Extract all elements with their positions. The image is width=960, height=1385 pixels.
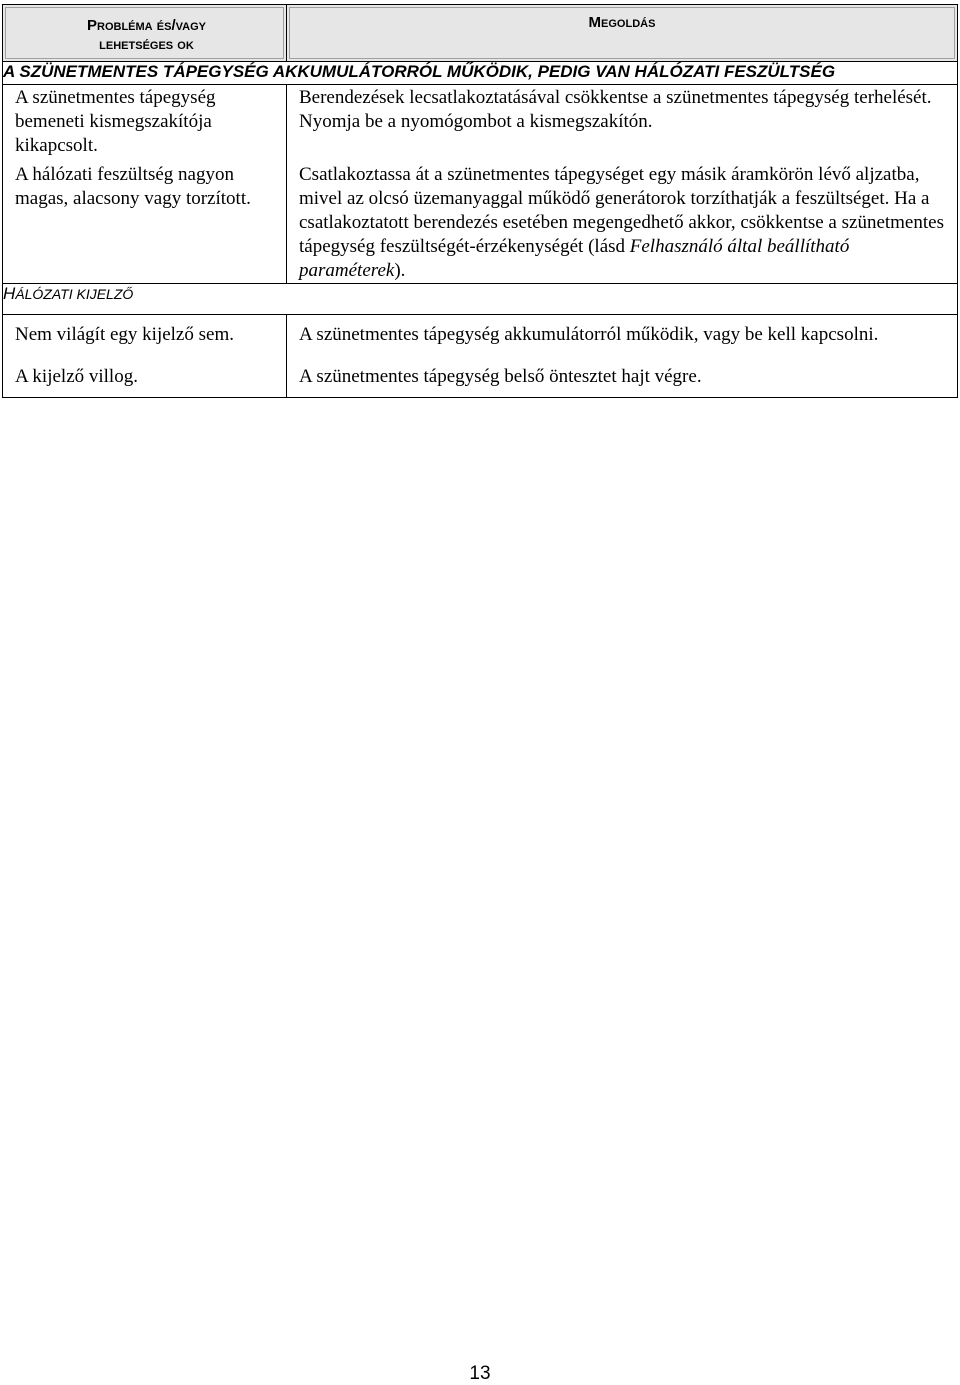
problem-cell: Nem világít egy kijelző sem. [3, 315, 287, 362]
header-problem-line2: lehetséges ok [99, 36, 194, 53]
problem-cell: A szünetmentes tápegység bemeneti kismegszakítója kikapcsolt. [3, 85, 287, 163]
table-header-row [3, 5, 958, 62]
section-title-rest: ÁLÓZATI KIJELZŐ [15, 286, 134, 302]
section-title-battery: A SZÜNETMENTES TÁPEGYSÉG AKKUMULÁTORRÓL MŰKÖDIK, PEDIG VAN HÁLÓZATI FESZÜLTSÉG [3, 62, 958, 85]
header-solution-cell [287, 5, 958, 62]
section-row-indicator [3, 284, 958, 315]
solution-text-end: ). [394, 260, 406, 281]
table-row [3, 315, 958, 362]
solution-cell [287, 162, 958, 284]
section-row-battery [3, 62, 958, 85]
header-solution: Megoldás [588, 14, 656, 31]
section-title-prefix: H [3, 284, 16, 303]
table-row [3, 85, 958, 163]
solution-cell: Berendezések lecsatlakoztatásával csökkentse a szünetmentes tápegység terhelését. Nyomja be a nyomógombot a kismegszakítón. [287, 85, 958, 163]
solution-cell: A szünetmentes tápegység belső öntesztet hajt végre. [287, 361, 958, 398]
problem-cell: A hálózati feszültség nagyon magas, alacsony vagy torzított. [3, 162, 287, 284]
header-problem-cell [3, 5, 287, 62]
header-problem-line1: Probléma és/vagy [87, 17, 206, 34]
problem-cell: A kijelző villog. [3, 361, 287, 398]
table-row [3, 162, 958, 284]
troubleshooting-table [2, 4, 958, 398]
section-title-indicator [3, 284, 958, 315]
solution-cell: A szünetmentes tápegység akkumulátorról működik, vagy be kell kapcsolni. [287, 315, 958, 362]
table-row [3, 361, 958, 398]
solution-text: Csatlakoztassa át a szünetmentes tápegységet egy másik áramkörön lévő aljzatba, mivel az olcsó üzemanyaggal működő generátorok torzíthatják a feszültséget. Ha a csatlakoztatott berendezés esetében megengedhető akkor, csökkentse a szünetmentes tápegység feszültségét-érzékenységét (lásd [299, 164, 944, 257]
solution-reference: Felhasználó által beállítható paraméterek [299, 236, 850, 281]
page-number: 13 [469, 1363, 491, 1384]
